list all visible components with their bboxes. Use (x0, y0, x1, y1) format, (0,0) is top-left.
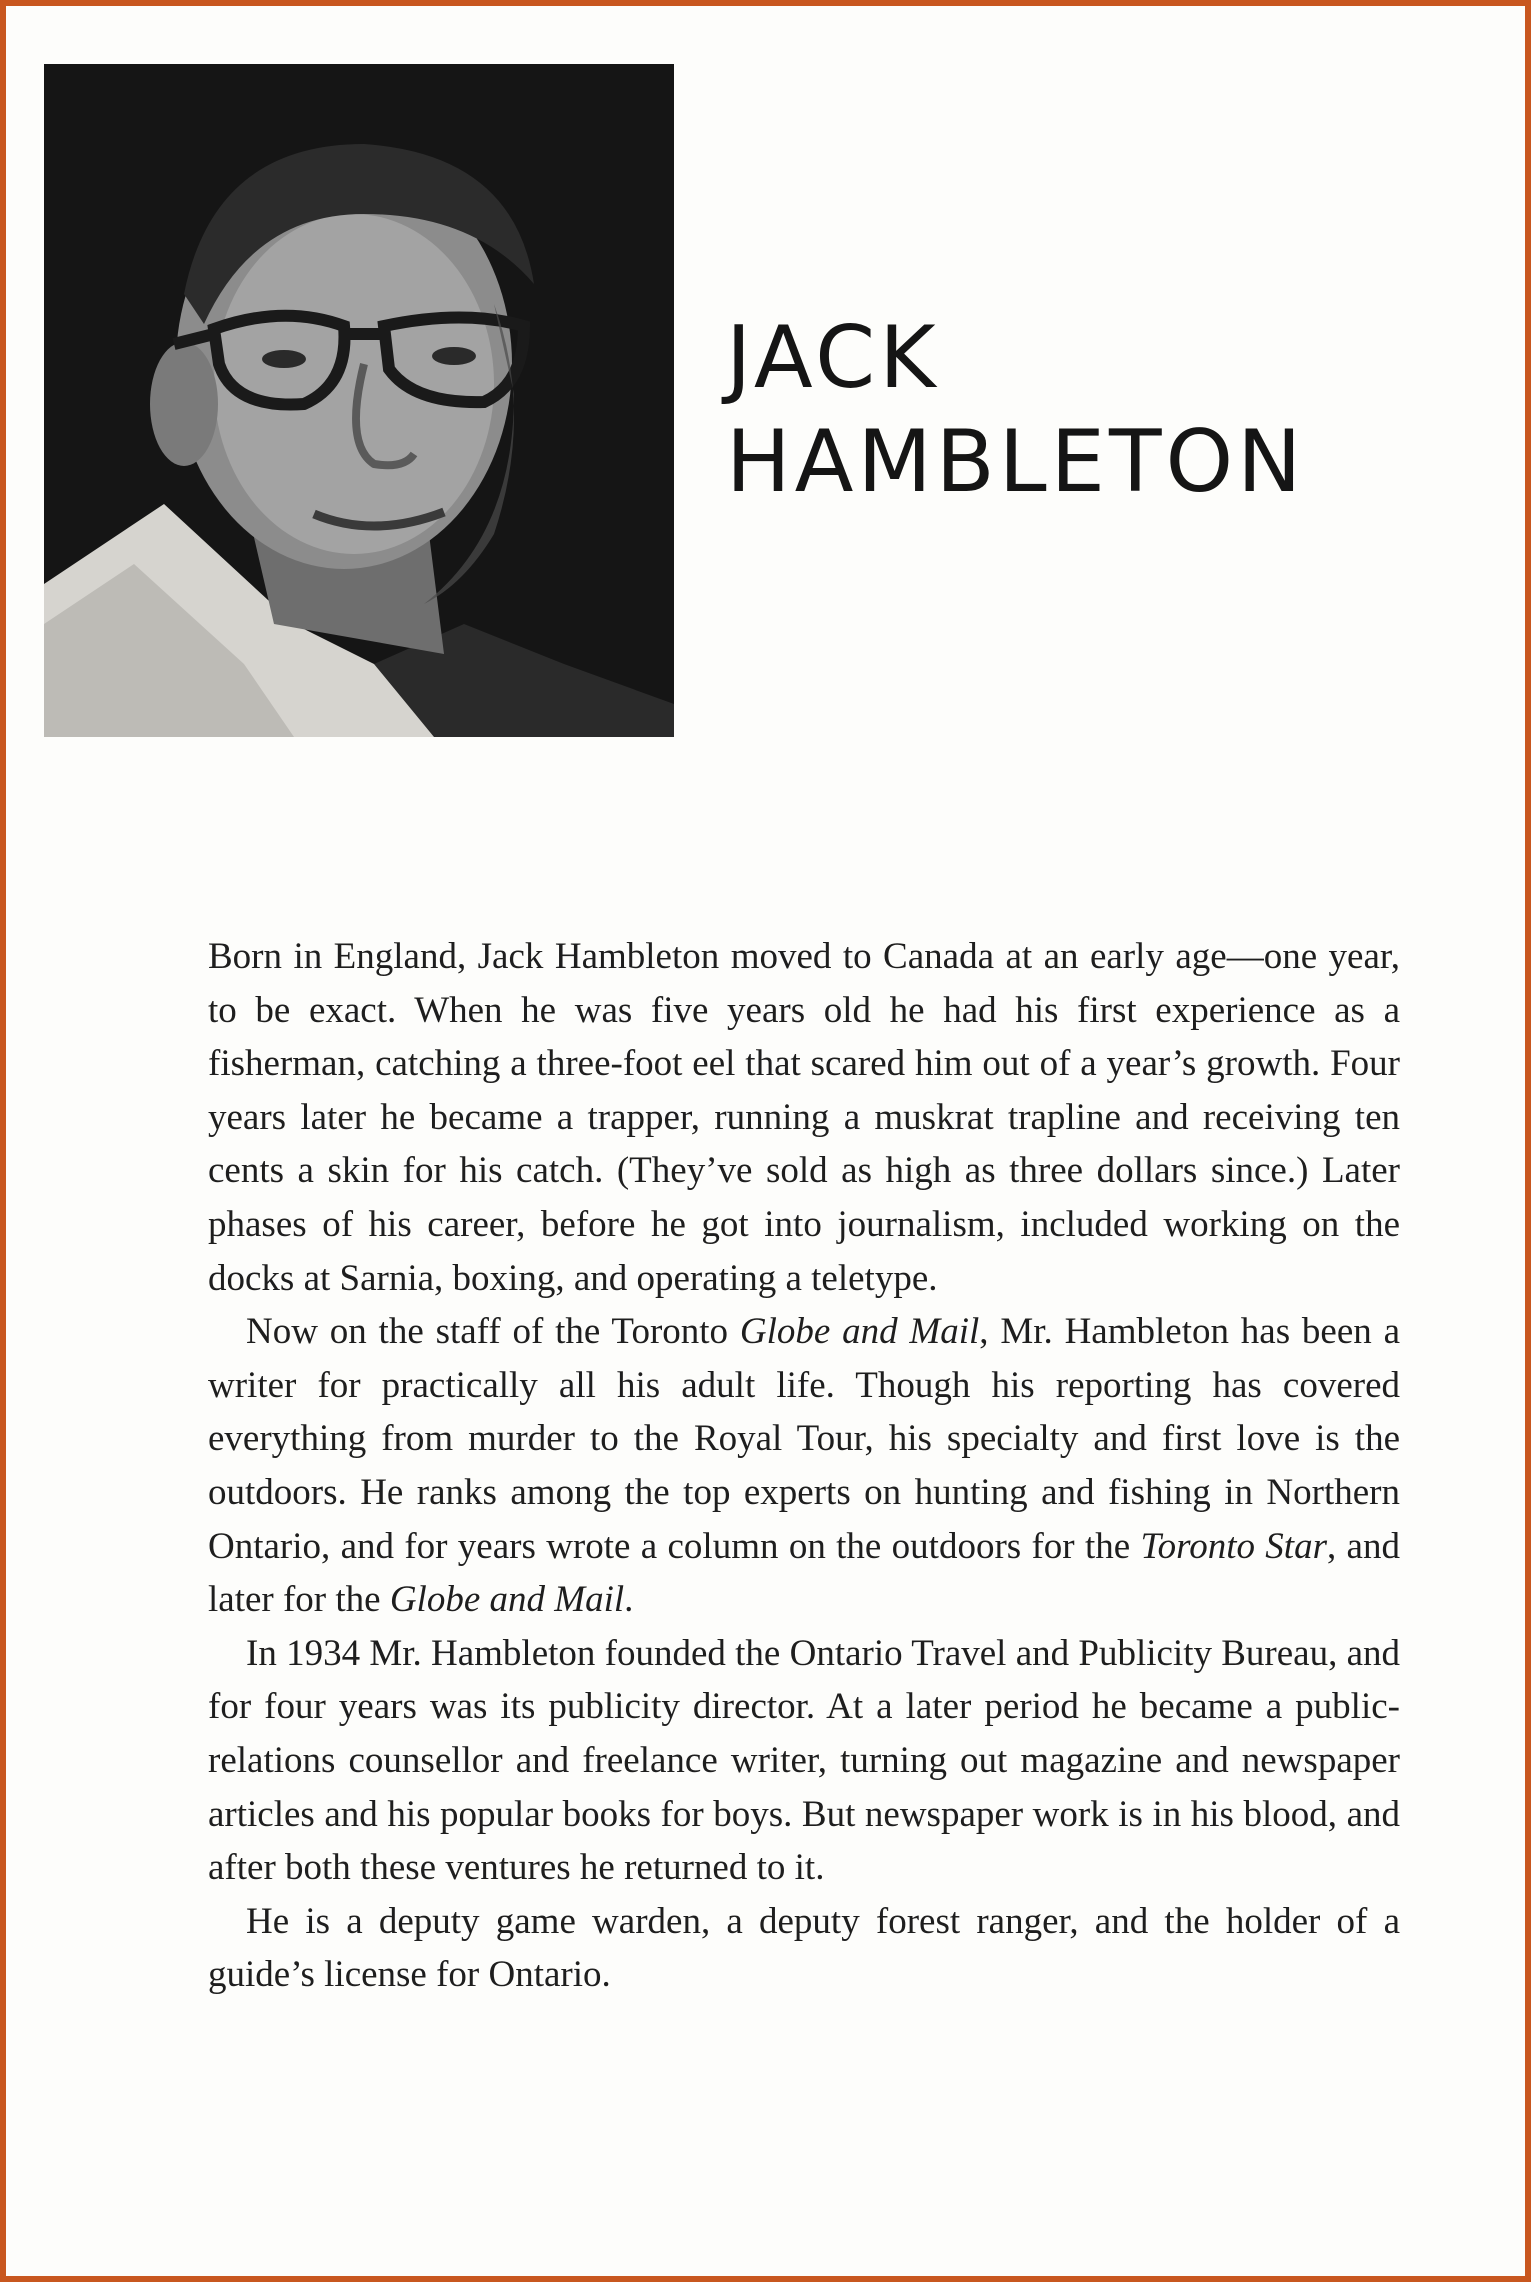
bio-paragraph-1: Born in England, Jack Hambleton moved to Canada at an early age—one year, to be exact. When he was five years old he had his first experience as a fisherman, catching a three-foot eel that scared him out of a year’s growth. Four years later he became a trapper, running a muskrat trapline and receiving ten cents a skin for his catch. (They’ve sold as high as three dollars since.) Later phases of his career, before he got into journalism, included working on the docks at Sarnia, boxing, and operating a teletype. (208, 936, 1400, 1299)
bio-p2-toronto-star: Toronto Star (1140, 1525, 1327, 1567)
bio-p2-text-g: . (624, 1579, 634, 1621)
author-biography (208, 930, 1400, 2002)
bio-paragraph-4: He is a deputy game warden, a deputy forest ranger, and the holder of a guide’s license for Ontario. (208, 1900, 1400, 1996)
bio-p2-globe-and-mail-2: Globe and Mail (389, 1579, 625, 1621)
author-name-line-1: JACK (726, 308, 940, 408)
author-name-heading (726, 306, 1306, 514)
bio-paragraph-3: In 1934 Mr. Hambleton founded the Ontario Travel and Publicity Bureau, and for four years was its publicity director. At a later period he became a public-relations counsellor and freelance writer, turning out magazine and newspaper articles and his popular books for boys. But newspaper work is in his blood, and after both these ventures he returned to it. (208, 1632, 1401, 1889)
author-photo (44, 64, 674, 737)
author-portrait-icon (44, 64, 674, 737)
bio-p2-text-c: , Mr. Hambleton has been a writer for practically all his adult life. Though his reporting has covered everything from murder to the Royal Tour, his specialty and first love is the outdoors. He ranks among the top experts on hunting and fishing in Northern Ontario, and for years wrote a column on the outdoors for the (208, 1311, 1400, 1567)
bio-p2-text-a: Now on the staff of the Toronto (246, 1311, 740, 1353)
bio-p2-globe-and-mail: Globe and Mail (739, 1311, 980, 1353)
author-name-line-2: HAMBLETON (726, 412, 1306, 512)
bio-paragraph-2 (208, 1305, 1400, 1627)
bio-p2-text-e: , and later for the (208, 1525, 1400, 1621)
